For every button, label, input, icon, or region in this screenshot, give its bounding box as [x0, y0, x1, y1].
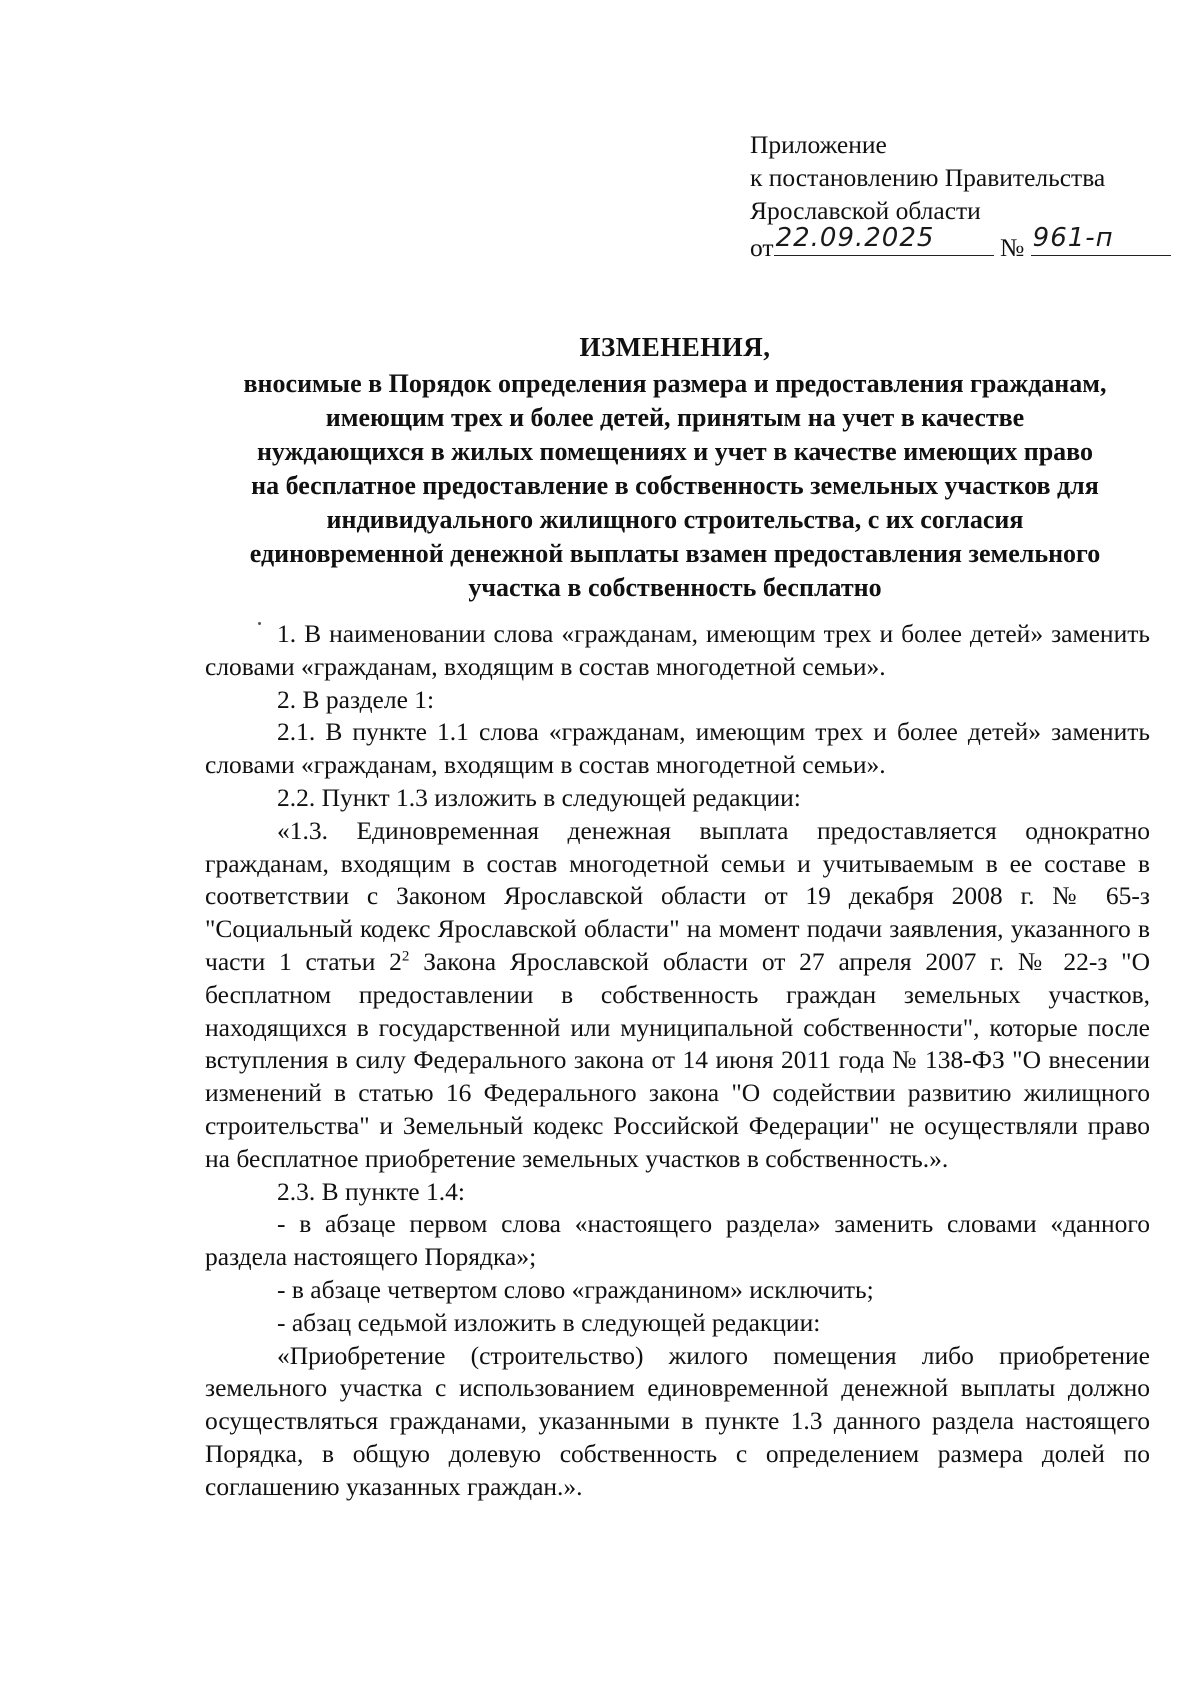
title-line: имеющим трех и более детей, принятым на учет в качестве — [325, 403, 1025, 432]
paragraph-2: 2. В разделе 1: — [277, 684, 435, 714]
annex-line-1: Приложение — [750, 130, 887, 159]
handwritten-date: 22.09.2025 — [775, 223, 935, 253]
title-line: вносимые в Порядок определения размера и предоставления гражданам, — [243, 369, 1107, 398]
document-title — [205, 330, 1145, 605]
annex-line-3: Ярославской области — [750, 196, 981, 225]
annex-line-2: к постановлению Правительства — [750, 163, 1106, 192]
paragraph-1: 1. В наименовании слова «гражданам, имеющим трех и более детей» заменить словами «гражданам, входящим в состав многодетной семьи». — [205, 619, 1150, 681]
superscript: 2 — [401, 948, 410, 965]
paragraph-item-3: - абзац седьмой изложить в следующей редакции: — [277, 1307, 821, 1337]
number-label: № — [999, 233, 1025, 262]
title-line: нуждающихся в жилых помещениях и учет в качестве имеющих право — [256, 437, 1094, 466]
title-line: на бесплатное предоставление в собственность земельных участков для — [251, 471, 1099, 500]
title-main: ИЗМЕНЕНИЯ, — [579, 332, 771, 362]
title-line: единовременной денежной выплаты взамен предоставления земельного — [249, 539, 1101, 568]
from-label: от — [750, 233, 774, 262]
paragraph-new-text: «Приобретение (строительство) жилого помещения либо приобретение земельного участка с использованием единовременной денежной выплаты должно осуществляться гражданами, указанными в пункте 1.3 данного раздела настоящего Порядка, в общую долевую собственность с определением размера долей по соглашению указанных граждан.». — [205, 1340, 1150, 1501]
title-line: участка в собственность бесплатно — [468, 573, 882, 602]
number-line — [1031, 223, 1171, 256]
paragraph-2-3: 2.3. В пункте 1.4: — [277, 1176, 465, 1206]
annex-date-number — [750, 223, 1171, 264]
document-body — [205, 618, 1150, 1504]
paragraph-item-1: - в абзаце первом слова «настоящего раздела» заменить словами «данного раздела настоящего Порядка»; — [205, 1209, 1150, 1272]
text-before-superscript: «1.3. Единовременная денежная выплата предоставляется однократно гражданам, входящим в состав многодетной семьи и учитываемым в ее составе в соответствии с Законом Ярославской области от 19 декабря 2008 г. № 65-з "Социальный кодекс Ярославской области" на момент подачи заявления, указанного в части 1 статьи 2 — [205, 815, 1150, 976]
paragraph-item-2: - в абзаце четвертом слово «гражданином» исключить; — [277, 1274, 874, 1304]
annex-header — [750, 128, 1171, 264]
title-line: индивидуального жилищного строительства, с их согласия — [326, 505, 1024, 534]
date-line — [774, 223, 994, 256]
paragraph-2-2: 2.2. Пункт 1.3 изложить в следующей редакции: — [277, 782, 801, 812]
paragraph-1-3-text — [205, 815, 1150, 1176]
paragraph-2-1: 2.1. В пункте 1.1 слова «гражданам, имеющим трех и более детей» заменить словами «гражданам, входящим в состав многодетной семьи». — [205, 717, 1150, 780]
text-after-superscript: Закона Ярославской области от 27 апреля 2007 г. № 22-з "О бесплатном предоставлении в собственность граждан земельных участков, находящихся в государственной или муниципальной собственности", которые после вступления в силу Федерального закона от 14 июня 2011 года № 138-ФЗ "О внесении изменений в статью 16 Федерального закона "О содействии развитию жилищного строительства" и Земельный кодекс Российской Федерации" не осуществляли право на бесплатное приобретение земельных участков в собственность.». — [205, 946, 1151, 1173]
handwritten-number: 961-п — [1032, 223, 1114, 253]
